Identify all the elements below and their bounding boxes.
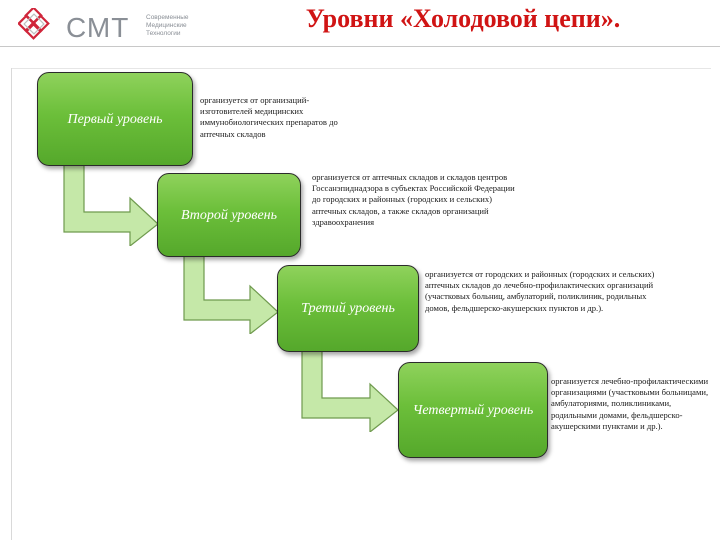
level-2-description: организуется от аптечных складов и складов центров Госсанэпиднадзора в субъектах Российской Федерации до городских и районных (городских и сельских) аптечных складов, а также складов организаций здравоохранения	[312, 172, 515, 227]
logo-subtitle	[146, 14, 189, 38]
content-frame-top	[11, 68, 711, 69]
level-2-label: Второй уровень	[181, 207, 277, 223]
level-3-description: организуется от городских и районных (городских и сельских) аптечных складов до лечебно-профилактических организаций (участковых больниц, амбулаторий, поликлиник, родильных домов, фельдшерско-акушерских пунктов и др.).	[425, 269, 655, 313]
logo-subtitle-line: Медицинские	[146, 22, 187, 29]
bent-arrow-icon	[58, 160, 164, 246]
level-3-box	[277, 265, 419, 352]
level-1-box	[37, 72, 193, 166]
page-title: Уровни «Холодовой цепи».	[305, 4, 621, 33]
level-1-description: организуется от организаций-изготовителей медицинских иммунобиологических препаратов до аптечных складов	[200, 95, 338, 139]
content-frame-left	[11, 68, 12, 540]
level-2-box	[157, 173, 301, 257]
level-1-label: Первый уровень	[67, 111, 163, 127]
logo-subtitle-line: Современные	[146, 14, 189, 21]
bent-arrow-icon	[296, 346, 404, 432]
logo-diamond-icon	[18, 8, 56, 46]
bent-arrow-icon	[178, 252, 284, 334]
level-4-box	[398, 362, 548, 458]
header-divider	[0, 46, 720, 47]
level-3-label: Третий уровень	[301, 301, 395, 316]
level-4-label: Четвертый уровень	[412, 402, 534, 418]
logo-text: СМТ	[66, 12, 130, 43]
logo-subtitle-line: Технологии	[146, 30, 181, 37]
level-4-description: организуется лечебно-профилактическими организациями (участковыми больницами, амбулаториями, поликлиниками, родильными домами, фельдшерско-акушерскими пунктами и др.).	[551, 376, 709, 431]
